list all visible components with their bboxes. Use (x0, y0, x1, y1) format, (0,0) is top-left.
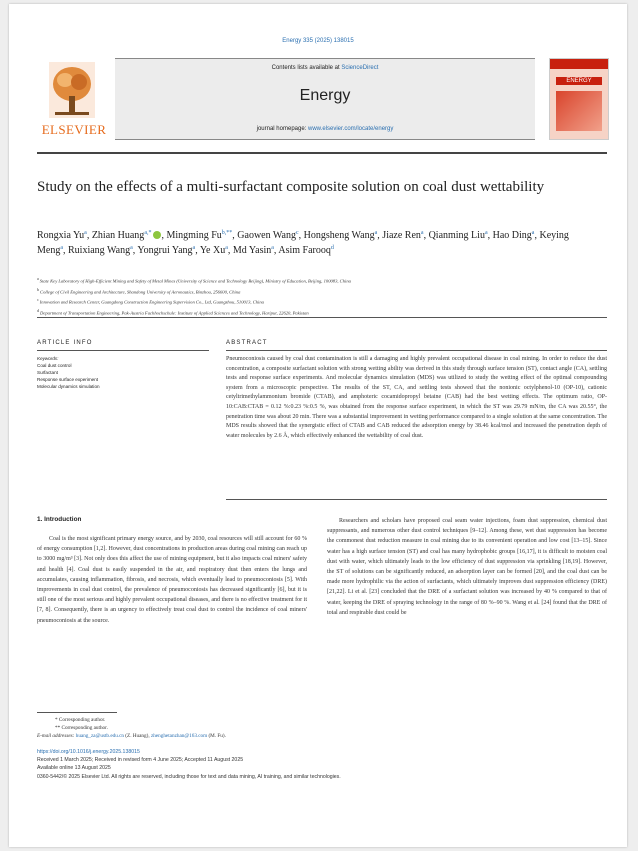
author-affiliation-marker[interactable]: a (374, 230, 378, 236)
article-info-rule (37, 350, 209, 351)
author-name[interactable] (92, 230, 162, 241)
author-affiliation-marker[interactable]: a,* (144, 230, 152, 236)
keywords-label: Keywords: (37, 356, 59, 361)
body-column-left (37, 534, 307, 626)
keyword-item: Coal dust control (37, 363, 72, 368)
cover-title: ENERGY (556, 77, 602, 85)
homepage-line (115, 126, 535, 132)
contents-prefix: Contents lists available at (271, 65, 342, 71)
copyright-line: 0360-5442/© 2025 Elsevier Ltd. All rights are reserved, including those for text and data mining, AI training, and similar technologies. (37, 773, 341, 780)
author-name-text: Hongsheng Wang (303, 230, 375, 241)
author-name-text: Ye Xu (199, 245, 226, 256)
author-list: Rongxia Yu$^a$, Zhian Huang$^{a,*}$ , Mingming $Fu^{b,**}$, Gaowen Wang$^c$, Hongsheng Wang$^a$, Jiaze Ren$^a$, Qianming Liu$^a$, Hao Ding$^a$, Keying Meng$^a$, Ruixiang Wang$^a$, Yongrui Yang$^a$, Ye Xu$^a$, Md Yasin$^a$, Asim Farooq$^d$ (37, 230, 569, 256)
keyword-item: Response surface experiment (37, 377, 99, 382)
body-paragraph: Researchers and scholars have proposed coal seam water injections, foam dust suppression, chemical dust suppressants, and numerous other dust control techniques [9–12]. Among these, wet dust suppression has become the commonest dust reduction measure in coal mining due to its convenient operation and low cost [13–15]. Since water has a high surface tension (ST) and coal has many hydrophobic groups [16,17], it is difficult to moisten coal dust with water, which ultimately leads to the low efficiency of dust suppression via sprinkling [18,19]. However, the ST of solutions can be significantly reduced, an adsorption layer can be formed [20], and the coal dust can be made more hydrophilic via the action of surfactants, which ultimately improves dust suppression efficiency (DRE) [21,22]. Li et al. [23] concluded that the DRE of a surfactant solution was increased by 40 % compared to that of water, keeping the DRE of spraying technology in the range of 80 %–90 %. Wang et al. [24] found that the DRE of total and respirable dust could be (327, 518, 607, 616)
doi-link[interactable]: https://doi.org/10.1016/j.energy.2025.138015 (37, 749, 140, 755)
journal-name: Energy (299, 87, 351, 104)
corresponding-author-note: * Corresponding author. (55, 717, 106, 723)
author-affiliation-marker[interactable]: a (225, 245, 228, 251)
author-affiliation-marker[interactable]: a (531, 230, 535, 236)
affiliation-text: Department of Transportation Engineering, Pak-Austria Fachhochschule: Institute of Applied Sciences and Technology, Haripur, 22620, Pakistan (40, 310, 309, 316)
abstract-text: Pneumoconiosis caused by coal dust contamination is still a damaging and highly prevalent occupational disease in coal mining. In order to reduce the dust concentration, a composite surfactant solution with strong wetting ability was derived in this study through surface tension (ST), contact angle (CA), settling tests and response surface experiments. And molecular dynamics simulation (MDS) was utilized to study the wetting effect of the optimal compounding system from a microscopic perspective. The results of the ST, CA, and settling tests showed that the nonionic octylphenol-10 (OP-10), cationic cetyltrimethylammonium bromide (CTAB), and amphoteric cocamidopropyl betaine (CAB) had the best wetting effects. The optimum ratio, OP-10:CAB:CTAB = 0.12 %:0.23 %:0.5 %, was obtained from the response surface experiment, in which the ST was 29.79 mN/m, the CA was 20.55°, the penetration time was about 20 min. There was a substantial improvement in wetting performance compared to a single solution at the same concentration. The MDS results showed that the synergistic effect of CTAB and CAB reduced the adsorption energy by 38.46 kcal/mol and increased the penetration depth of water molecules by 2.6 Å, which effectively enhanced the wettability of coal dust. (226, 356, 607, 439)
email-owner: (M. Fu). (207, 733, 226, 739)
author-name[interactable] (200, 245, 228, 256)
keyword-item: Surfactant (37, 370, 58, 375)
author-name[interactable] (137, 245, 195, 256)
section-heading-introduction: 1. Introduction (37, 516, 82, 523)
available-online: Available online 13 August 2025 (37, 765, 111, 772)
author-affiliation-marker[interactable]: c (296, 230, 299, 236)
author-name-text: Ruixiang Wang (68, 245, 131, 256)
author-name-text: Jiaze Ren (382, 230, 421, 241)
author-affiliation-marker[interactable]: a (192, 245, 196, 251)
contents-line (115, 65, 535, 71)
author-name-text: Gaowen Wang (237, 230, 296, 241)
email-line (37, 732, 337, 740)
corresponding-author-note: ** Corresponding author. (55, 725, 108, 731)
affiliation-marker: b (37, 286, 40, 292)
author-name[interactable] (68, 245, 133, 256)
publisher-logo[interactable] (37, 58, 107, 140)
author-name[interactable] (237, 230, 298, 241)
affiliation-text: State Key Laboratory of High-Efficient Mining and Safety of Metal Mines (University of Science and Technology Beijing), Ministry of Education, Beijing, 100083, China (39, 278, 351, 284)
affiliation-marker: d (37, 307, 40, 313)
article-title: Study on the effects of a multi-surfactant composite solution on coal dust wettability (37, 179, 545, 195)
homepage-link[interactable]: www.elsevier.com/locate/energy (308, 126, 394, 132)
author-name-text: Mingming Fu (166, 230, 222, 241)
author-affiliation-marker[interactable]: a (60, 245, 64, 251)
affiliation-marker: c (37, 297, 40, 303)
affiliations-divider (37, 317, 607, 318)
journal-header (37, 58, 607, 140)
orcid-icon[interactable] (153, 231, 161, 239)
affiliation-line (37, 307, 597, 318)
author-name[interactable] (382, 230, 423, 241)
footnotes (37, 716, 337, 740)
author-affiliation-marker[interactable]: a (130, 245, 133, 251)
abstract-rule (226, 350, 607, 351)
article-page (9, 4, 627, 847)
homepage-prefix: journal homepage: (256, 126, 308, 132)
body-paragraph: Coal is the most significant primary energy source, and by 2030, coal resources will still account for 60 % of energy consumption [1,2]. However, dust concentrations in production areas during coal mining can reach up to 3000 mg/m³ [3]. Not only does this affect the use of mining equipment, but it also impacts coal miners' safety and health [4]. Coal dust is easily suspended in the air, and respiratory dust then enters the lungs and accumulates, causing inflammation, fibrosis, and necrosis, which eventually lead to pneumoconiosis [5]. With improvements in coal dust control, the prevalence of pneumoconiosis has decreased significantly [6], but it is still one of the most serious and highly prevalent occupational diseases, and there is no effective treatment for it [7, 8]. Consequently, there is an urgency to effectively treat coal dust to control the incidence of coal miners' pneumoconiosis at the source. (37, 536, 307, 624)
email-link[interactable]: huang_za@ustb.edu.cn (75, 733, 124, 739)
author-name[interactable] (166, 230, 232, 241)
author-name[interactable] (278, 245, 334, 256)
affiliation-line (37, 275, 597, 286)
author-name-text: Zhian Huang (91, 230, 145, 241)
elsevier-wordmark: ELSEVIER (41, 122, 107, 137)
journal-banner (115, 58, 535, 140)
article-info-heading: ARTICLE INFO (37, 340, 93, 346)
journal-cover-thumbnail[interactable] (549, 58, 609, 140)
author-affiliation-marker[interactable]: a (271, 245, 274, 251)
author-affiliation-marker[interactable]: a (84, 230, 87, 236)
author-name-text: Yongrui Yang (137, 245, 193, 256)
author-name-text: Md Yasin (232, 245, 272, 256)
affiliation-line (37, 296, 597, 307)
journal-citation[interactable]: Energy 335 (2025) 138015 (282, 38, 354, 44)
author-affiliation-marker[interactable]: a (484, 230, 488, 236)
keywords-block (37, 355, 207, 390)
email-link[interactable]: zhenghetanzhan@163.com (150, 733, 208, 739)
bibliographic-info (37, 748, 597, 781)
body-column-right (327, 516, 607, 618)
author-affiliation-marker[interactable]: b,** (221, 230, 233, 236)
author-name-text: Keying Meng (37, 230, 569, 256)
elsevier-tree-icon (49, 62, 95, 118)
affiliation-text: Innovation and Research Center, Guangdong Construction Engineering Supervision Co., Ltd, Guangzhou, 510013, China (39, 299, 264, 305)
header-divider (37, 152, 607, 154)
sciencedirect-link[interactable]: ScienceDirect (341, 65, 379, 71)
email-label: E-mail addresses: (37, 733, 76, 739)
affiliations (37, 275, 597, 317)
author-name-text: Asim Farooq (278, 245, 331, 256)
affiliation-line (37, 286, 597, 297)
author-name-text: Hao Ding (492, 230, 532, 241)
keyword-item: Molecular dynamics simulation (37, 384, 100, 389)
author-name[interactable] (37, 230, 87, 241)
cover-image (556, 91, 602, 131)
affiliation-text: College of Civil Engineering and Architecture, Shandong University of Aeronautics, Binzhou, 256600, China (40, 289, 241, 295)
footnote-rule (37, 712, 117, 713)
author-name[interactable] (304, 230, 378, 241)
affiliation-marker: a (37, 276, 40, 281)
author-name[interactable] (493, 230, 535, 241)
abstract-bottom-rule (226, 499, 607, 500)
author-name-text: Qianming Liu (428, 230, 485, 241)
author-name-text: Rongxia Yu (37, 230, 85, 241)
author-name[interactable] (429, 230, 488, 241)
author-name[interactable] (233, 245, 274, 256)
received-dates: Received 1 March 2025; Received in revised form 4 June 2025; Accepted 11 August 2025 (37, 757, 244, 764)
abstract-heading: ABSTRACT (226, 340, 268, 346)
email-owner: (Z. Huang), (124, 733, 151, 739)
author-affiliation-marker[interactable]: a (420, 230, 424, 236)
author-affiliation-marker[interactable]: d (330, 245, 334, 251)
cover-band (550, 59, 608, 69)
